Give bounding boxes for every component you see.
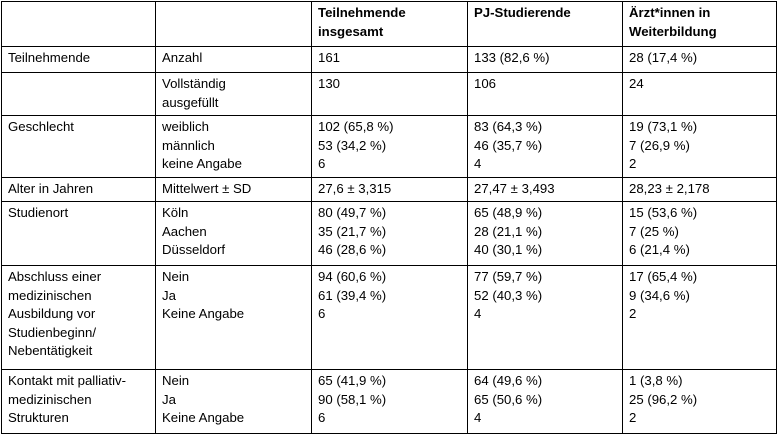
cell-pj: 65 (48,9 %) 28 (21,1 %) 40 (30,1 %): [468, 202, 623, 266]
cell-physicians: 19 (73,1 %) 7 (26,9 %) 2: [623, 116, 777, 178]
cell-total: 102 (65,8 %) 53 (34,2 %) 6: [312, 116, 468, 178]
table-row: [2, 116, 777, 178]
row-subcategory: Vollständig ausgefüllt: [156, 73, 312, 116]
row-label: Studienort: [2, 202, 156, 266]
cell-total: 65 (41,9 %) 90 (58,1 %) 6: [312, 370, 468, 434]
row-label: Geschlecht: [2, 116, 156, 178]
table-row: [2, 202, 777, 266]
cell-total: 27,6 ± 3,315: [312, 178, 468, 202]
cell-physicians: 17 (65,4 %) 9 (34,6 %) 2: [623, 266, 777, 370]
cell-total: 161: [312, 47, 468, 73]
table-row: [2, 178, 777, 202]
header-empty-cell-2: [156, 2, 312, 47]
cell-pj: 27,47 ± 3,493: [468, 178, 623, 202]
row-label: Alter in Jahren: [2, 178, 156, 202]
header-physicians: Ärzt*innen in Weiterbildung: [623, 2, 777, 47]
cell-pj: 83 (64,3 %) 46 (35,7 %) 4: [468, 116, 623, 178]
row-label: Abschluss einer medizinischen Ausbildung vor Studienbeginn/ Nebentätigkeit: [2, 266, 156, 370]
table-row: [2, 47, 777, 73]
cell-physicians: 1 (3,8 %) 25 (96,2 %) 2: [623, 370, 777, 434]
cell-total: 80 (49,7 %) 35 (21,7 %) 46 (28,6 %): [312, 202, 468, 266]
header-total: Teilnehmende insgesamt: [312, 2, 468, 47]
row-subcategory: Nein Ja Keine Angabe: [156, 370, 312, 434]
cell-pj: 133 (82,6 %): [468, 47, 623, 73]
table-row: [2, 73, 777, 116]
row-label: Teilnehmende: [2, 47, 156, 73]
cell-total: 130: [312, 73, 468, 116]
table-row: [2, 266, 777, 370]
row-label: Kontakt mit palliativ- medizinischen Strukturen: [2, 370, 156, 434]
header-pj-students: PJ-Studierende: [468, 2, 623, 47]
cell-pj: 64 (49,6 %) 65 (50,6 %) 4: [468, 370, 623, 434]
table-header-row: [2, 2, 777, 47]
participants-table: [1, 1, 777, 434]
row-subcategory: weiblich männlich keine Angabe: [156, 116, 312, 178]
row-subcategory: Köln Aachen Düsseldorf: [156, 202, 312, 266]
row-subcategory: Mittelwert ± SD: [156, 178, 312, 202]
header-empty-cell-1: [2, 2, 156, 47]
cell-total: 94 (60,6 %) 61 (39,4 %) 6: [312, 266, 468, 370]
cell-physicians: 15 (53,6 %) 7 (25 %) 6 (21,4 %): [623, 202, 777, 266]
cell-physicians: 24: [623, 73, 777, 116]
cell-pj: 106: [468, 73, 623, 116]
row-subcategory: Anzahl: [156, 47, 312, 73]
cell-physicians: 28,23 ± 2,178: [623, 178, 777, 202]
cell-pj: 77 (59,7 %) 52 (40,3 %) 4: [468, 266, 623, 370]
cell-physicians: 28 (17,4 %): [623, 47, 777, 73]
table-row: [2, 370, 777, 434]
row-label: [2, 73, 156, 116]
row-subcategory: Nein Ja Keine Angabe: [156, 266, 312, 370]
